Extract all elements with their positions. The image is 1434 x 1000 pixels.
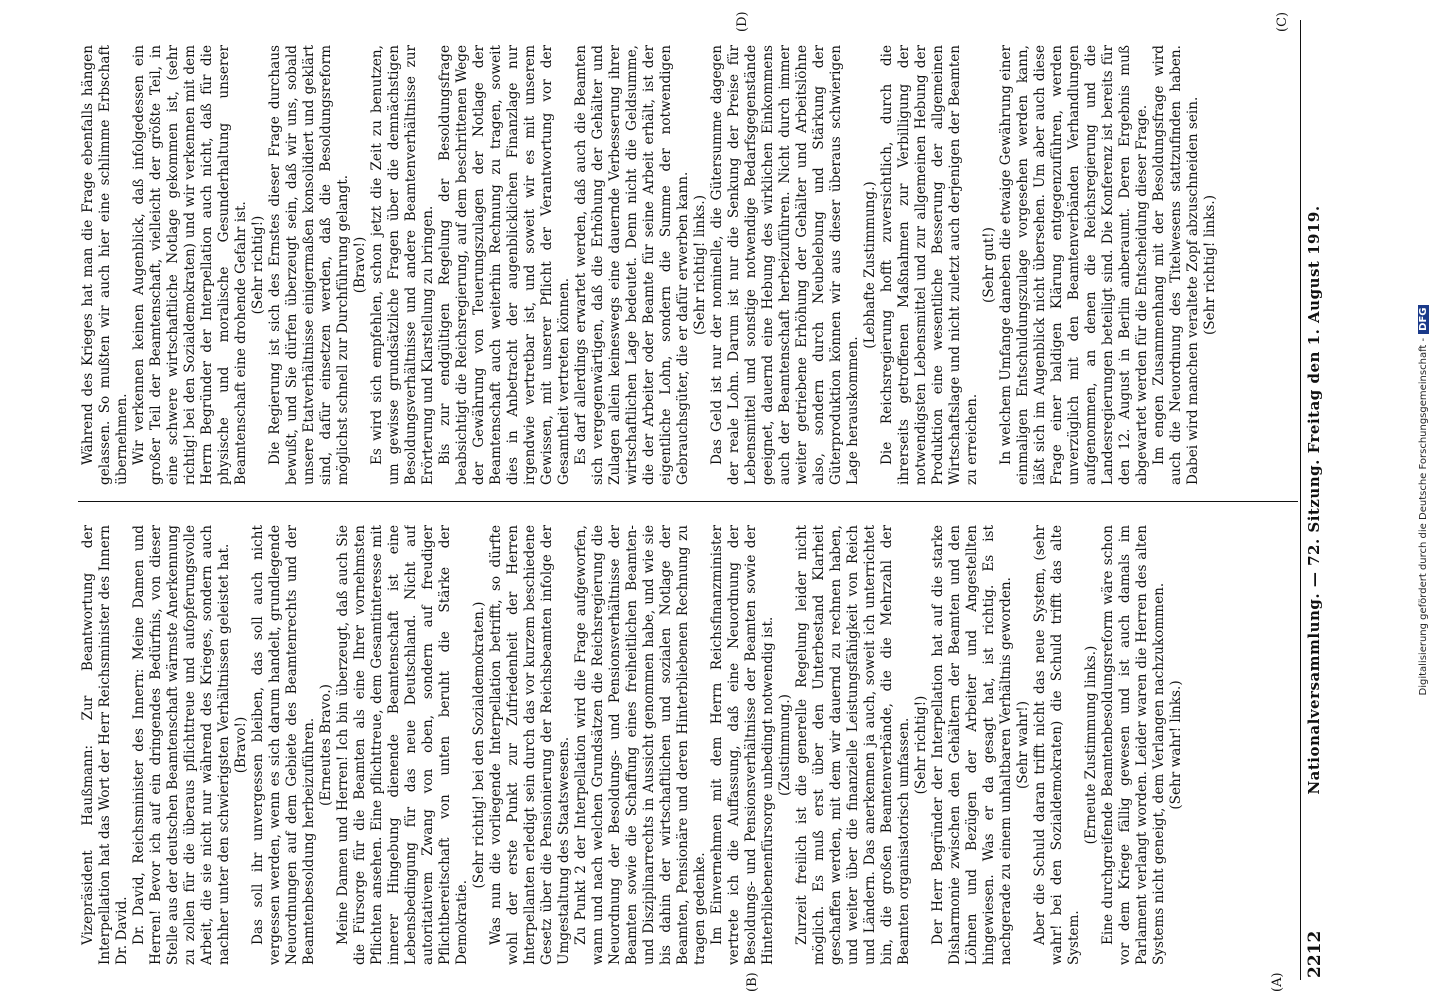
paragraph: Es wird sich empfehlen, schon jetzt die Zeit zu benutzen, um gewisse grundsätzliche Fragen über die demnächstigen Besoldungsverhältnisse und andere Beamtenverhältnisse zur Erörterung und Klarstellung zu bringen. [369,45,436,485]
margin-label-d: (D) [735,11,750,32]
paragraph: Im Einvernehmen mit dem Herrn Reichsfinanzminister vertrete ich die Auffassung, daß eine Neuordnung der Besoldungs- und Pensionsverhältnisse der Beamten sowie der Hinterbliebenenfürsorge unbedingt notwendig ist. [709,525,776,965]
paragraph: In welchem Umfange daneben die etwaige Gewährung einer einmaligen Entschuldungszulage vorgesehen werden kann, läßt sich im Augenblick nicht übersehen. Um aber auch diese Frage einer baldigen Klärung entgegenzuführen, werden unverzüglich mit den Beamtenverbänden Verhandlungen aufgenommen, an denen die Reichsregierung und die Landesregierungen beteiligt sind. Die Konferenz ist bereits für den 12. August in Berlin anberaumt. Deren Ergebnis muß abgewartet werden für die Entscheidung dieser Frage. [998,45,1150,485]
column-divider [78,501,1298,502]
paragraph: (Sehr richtig!) [250,215,266,315]
paragraph: Zurzeit freilich ist die generelle Regelung leider nicht möglich. Es muß erst über den Unterbestand Klarheit geschaffen werden, mit dem wir dauernd zu rechnen haben, und weiter über die finanzielle Leistungsfähigkeit von Reich und Ländern. Das anerkennen ja auch, soweit ich unterrichtet bin, die großen Beamtenverbände, die die Mehrzahl der Beamten organisatorisch umfassen. [794,525,912,965]
paragraph: Meine Damen und Herren! Ich bin überzeugt, daß auch Sie die Fürsorge für die Beamten als eine Ihrer vornehmsten Pflichten ansehen. Eine pflichttreue, dem Gesamtinteresse mit innerer Hingebung dienende Beamtenschaft ist eine Lebensbedingung für das neue Deutschland. Nicht auf autoritativem Zwang von oben, sondern auf freudiger Pflichtbereitschaft von unten beruht die Stärke der Demokratie. [335,525,470,965]
paragraph: Im engen Zusammenhang mit der Besoldungsfrage wird auch die Neuordnung des Titelwesens stattzufinden haben. Dabei wird manchen veraltete Zopf abzuschneiden sein. [1151,45,1201,485]
paragraph: Was nun die vorliegende Interpellation betrifft, so dürfte wohl der erste Punkt zur Zufriedenheit der Herren Interpellanten erledigt sein durch das vor kurzem beschiedene Gesetz über die Pensionierung der Reichsbeamten infolge der Umgestaltung des Staatswesens. [488,525,572,965]
right-text-column [80,45,1290,485]
paragraph: (Sehr richtig! bei den Sozialdemokraten.) [471,601,487,889]
page-title: Nationalversammlung. — 72. Sitzung. Freitag den 1. August 1919. [1305,205,1323,795]
paragraph: Vizepräsident Haußmann: Zur Beantwortung der Interpellation hat das Wort der Herr Reichsminister des Innern Dr. David. [80,525,130,965]
paragraph: (Sehr gut!) [981,227,997,303]
paragraph: Die Reichsregierung hofft zuversichtlich, durch die ihrerseits getroffenen Maßnahmen zur Verbilligung der notwendigsten Lebensmittel und zur allgemeinen Hebung der Produktion eine wesentliche Besserung der allgemeinen Wirtschaftslage und nicht zuletzt auch derjenigen der Beamten zu erreichen. [879,45,980,485]
paragraph: Dr. David, Reichsminister des Innern: Meine Damen und Herren! Bevor ich auf ein dringendes Bedürfnis, von dieser Stelle aus der deutschen Beamtenschaft wärmste Anerkennung zu zollen für die überaus pflichttreue und aufopferungsvolle Arbeit, die sie nicht nur während des Krieges, sondern auch nachher unter den schwierigsten Verhältnissen geleistet hat. [131,525,232,965]
margin-label-a: (A) [1270,972,1285,992]
paragraph: (Sehr richtig! links.) [692,194,708,336]
paragraph: Der Herr Begründer der Interpellation hat auf die starke Disharmonie zwischen den Gehältern der Beamten und den Löhnen und Bezügen der Arbeiter und Angestellten hingewiesen. Was er da gesagt hat, ist richtig. Es ist nachgerade zu einem unhaltbaren Verhältnis geworden. [930,525,1014,965]
page-number: 2212 [1305,930,1325,978]
paragraph: (Sehr richtig!) [913,695,929,795]
digitization-credit [1418,0,1429,1000]
paragraph: (Zustimmung.) [777,694,793,796]
paragraph: (Lebhafte Zustimmung.) [862,181,878,349]
paragraph: Bis zur endgültigen Regelung der Besoldungsfrage beabsichtigt die Reichsregierung, auf dem beschrittenen Wege der Gewährung von Teuerungszulagen der Notlage der Beamtenschaft auch weiterhin Rechnung zu tragen, soweit dies in Anbetracht der augenblicklichen Finanzlage nur irgendwie vertretbar ist, und soweit wir es mit unserem Gewissen, mit unserer Pflicht der Verantwortung vor der Gesamtheit vertreten können. [437,45,572,485]
running-header [1305,0,1329,1000]
paragraph: (Bravo!) [233,716,249,774]
margin-label-b: (B) [745,972,760,992]
paragraph: Die Regierung ist sich des Ernstes dieser Frage durchaus bewußt, und Sie dürfen überzeugt sein, daß wir uns, sobald unsere Etatverhältnisse einigermaßen konsolidiert und geklärt sind, dafür einsetzen werden, daß die Besoldungsreform möglichst schnell zur Durchführung gelangt. [267,45,351,485]
paragraph: (Sehr wahr! links.) [1168,680,1184,810]
paragraph: Während des Krieges hat man die Frage ebenfalls hängen gelassen. So mußten wir auch hier eine schlimme Erbschaft übernehmen. [80,45,130,485]
paragraph: (Sehr wahr!) [1015,701,1031,789]
paragraph: (Erneute Zustimmung links.) [1083,645,1099,845]
paragraph: Das soll ihr unvergessen bleiben, das soll auch nicht vergessen werden, wenn es sich darum handelt, grundlegende Neuordnungen auf dem Gebiete des Beamtenrechts und der Beamtenbesoldung herbeizuführen. [250,525,317,965]
paragraph: (Bravo!) [352,236,368,294]
paragraph: Wir verkennen keinen Augenblick, daß infolgedessen ein großer Teil der Beamtenschaft, vielleicht der größte Teil, in eine schwere wirtschaftliche Notlage gekommen ist, (sehr richtig! bei den Sozialdemokraten) und wir verkennen mit dem Herrn Begründer der Interpellation auch nicht, daß für die physische und moralische Gesunderhaltung unserer Beamtenschaft eine drohende Gefahr ist. [131,45,249,485]
paragraph: Das Geld ist nur der nominelle, die Gütersumme dagegen der reale Lohn. Darum ist nur die Senkung der Preise für Lebensmittel und sonstige notwendige Bedarfsgegenstände geeignet, dauernd eine Hebung des wirklichen Einkommens auch der Beamtenschaft herbeizuführen. Nicht durch immer weiter getriebene Erhöhung der Gehälter und Arbeitslöhne also, sondern durch Neubelebung und Stärkung der Güterproduktion können wir aus dieser überaus schwierigen Lage herauskommen. [709,45,861,485]
paragraph: (Sehr richtig! links.) [1202,194,1218,336]
paragraph: Aber die Schuld daran trifft nicht das neue System, (sehr wahr! bei den Sozialdemokraten) die Schuld trifft das alte System. [1032,525,1082,965]
header-rule [1300,20,1301,980]
paragraph: Zu Punkt 2 der Interpellation wird die Frage aufgeworfen, wann und nach welchen Grundsätzen die Reichsregierung die Neuordnung der Besoldungs- und Pensionsverhältnisse der Beamten sowie die Schaffung eines freiheitlichen Beamten- und Disziplinarrechts in Aussicht genommen habe, und wie sie bis dahin der wirtschaftlichen und sozialen Notlage der Beamten, Pensionäre und deren Hinterbliebenen Rechnung zu tragen gedenke. [573,525,708,965]
dfg-logo: DFG [1418,305,1429,334]
digitization-text: Digitalisierung gefördert durch die Deutsche Forschungsgemeinschaft - [1418,337,1429,696]
margin-label-c: (C) [1275,11,1290,32]
paragraph: Eine durchgreifende Beamtenbesoldungsreform wäre schon vor dem Kriege fällig gewesen und ist auch damals im Parlament verlangt worden. Leider waren die Herren des alten Systems nicht geneigt, dem Verlangen nachzukommen. [1100,525,1167,965]
left-text-column [80,525,1290,965]
paragraph: (Erneutes Bravo.) [318,684,334,806]
paragraph: Es darf allerdings erwartet werden, daß auch die Beamten sich vergegenwärtigen, daß die Erhöhung der Gehälter und Zulagen allein keineswegs eine dauernde Verbesserung ihrer wirtschaftlichen Lage bedeutet. Denn nicht die Geldsumme, die der Arbeiter oder Beamte für seine Arbeit erhält, ist der eigentliche Lohn, sondern die Summe der notwendigen Gebrauchsgüter, die er dafür erwerben kann. [573,45,691,485]
